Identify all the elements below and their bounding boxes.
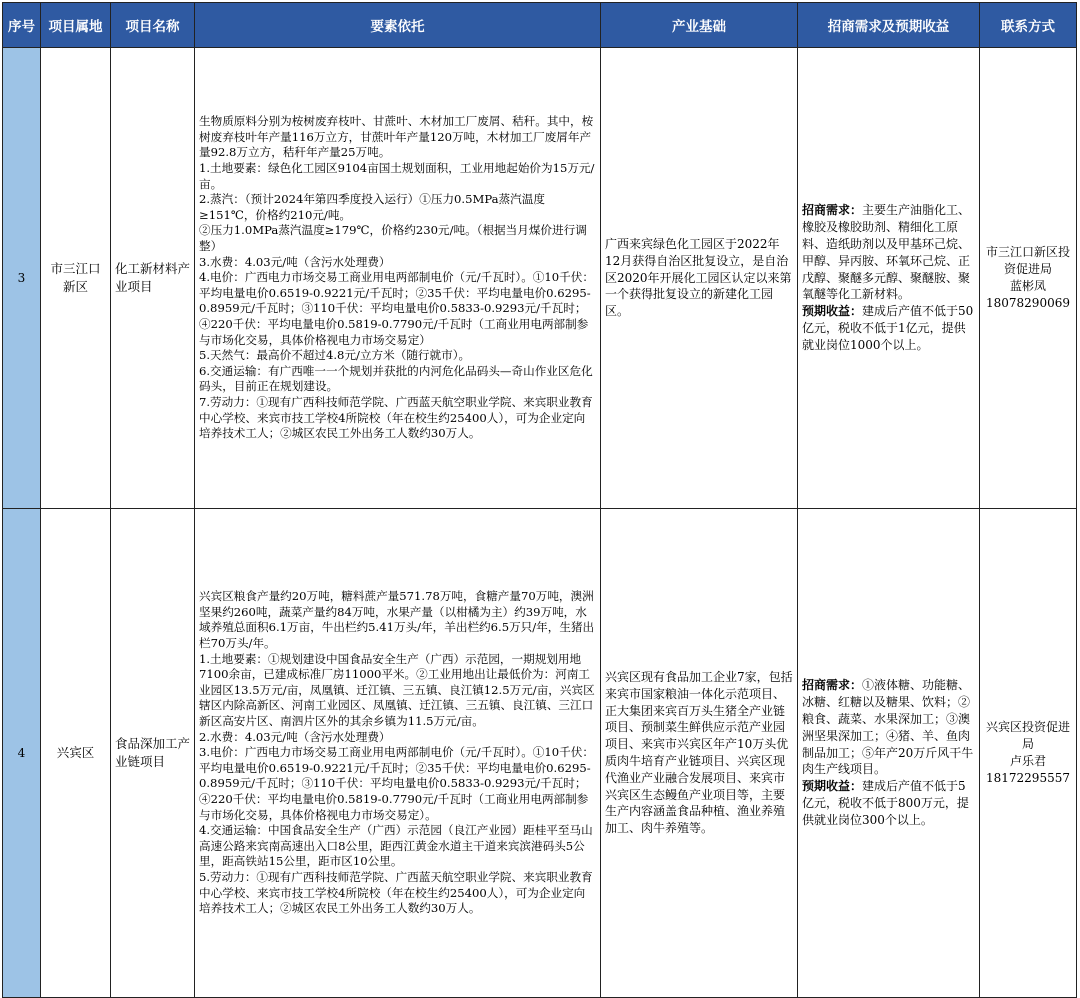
demand-label: 招商需求： [802, 678, 863, 693]
factor-paragraph: 5.劳动力：①现有广西科技师范学院、广西蓝天航空职业学院、来宾职业教育中心学校、来宾市技工学校4所院校（年在校生约25400人），可为企业定向培养技术工人；②城区农民工外出务工人数约30万人。 [199, 869, 593, 916]
header-contact: 联系方式 [980, 3, 1077, 48]
header-industry: 产业基础 [601, 3, 798, 48]
header-seq: 序号 [3, 3, 41, 48]
factor-paragraph: 3.水费：4.03元/吨（含污水处理费） [199, 254, 391, 269]
row-project-name: 食品深加工产业链项目 [111, 509, 195, 998]
demand-text: ①液体糖、功能糖、冰糖、红糖以及糖果、饮料；②粮食、蔬菜、水果深加工；③澳洲坚果深加工；④猪、羊、鱼肉制品加工；⑤年产20万斤风干牛肉生产线项目。 [802, 678, 974, 777]
demand-text: 主要生产油脂化工、橡胶及橡胶助剂、精细化工原料、造纸助剂以及甲基环己烷、甲醇、异丙胺、环氧环己烷、正戊醇、聚醚多元醇、聚醚胺、聚氧醚等化工新材料。 [802, 203, 971, 302]
factor-paragraph: 6.交通运输：有广西唯一一个规划并获批的内河危化品码头—奇山作业区危化码头，目前正在规划建设。 [199, 363, 593, 394]
factor-paragraph: 2.水费：4.03元/吨（含污水处理费） [199, 729, 391, 744]
factor-paragraph: 2.蒸汽：（预计2024年第四季度投入运行）①压力0.5MPa蒸汽温度≥151℃，价格约210元/吨。 [199, 192, 545, 222]
factor-paragraph: 生物质原料分别为桉树废弃枝叶、甘蔗叶、木材加工厂废屑、秸秆。其中，桉树废弃枝叶年产量116万立方，甘蔗叶年产量120万吨，木材加工厂废屑年产量92.8万立方，秸秆年产量25万吨。 [199, 114, 594, 160]
row-contact [980, 48, 1077, 509]
row-factors [195, 48, 601, 509]
contact-person: 卢乐君 [1009, 754, 1046, 768]
contact-person: 蓝彬凤 [1009, 279, 1046, 293]
row-region: 兴宾区 [41, 509, 111, 998]
factor-paragraph: ②压力1.0MPa蒸汽温度≥179℃，价格约230元/吨。（根据当月煤价进行调整） [199, 223, 587, 254]
row-industry: 广西来宾绿色化工园区于2022年12月获得自治区批复设立，是自治区2020年开展化工园区认定以来第一个获得批复设立的新建化工园区。 [601, 48, 798, 509]
header-name: 项目名称 [111, 3, 195, 48]
row-region: 市三江口新区 [41, 48, 111, 509]
demand-label: 招商需求： [802, 203, 863, 218]
revenue-text: 建成后产值不低于5亿元，税收不低于800万元，提供就业岗位300个以上。 [802, 779, 969, 827]
table-header-row [3, 3, 1077, 48]
factor-paragraph: 4.交通运输：中国食品安全生产（广西）示范园（良江产业园）距桂平至马山高速公路来宾南高速出入口8公里，距西江黄金水道主干道来宾滨港码头5公里，距高铁站15公里，距市区10公里。 [199, 823, 593, 869]
table-row [3, 509, 1077, 998]
contact-phone: 18078290069 [986, 296, 1070, 310]
table-row [3, 48, 1077, 509]
row-seq: 3 [3, 48, 41, 509]
revenue-label: 预期收益： [802, 304, 863, 319]
contact-phone: 18172295557 [986, 771, 1070, 785]
factor-paragraph: 1.土地要素：绿色化工园区9104亩国土规划面积，工业用地起始价为15万元/亩。 [199, 161, 595, 191]
row-contact [980, 509, 1077, 998]
row-project-name: 化工新材料产业项目 [111, 48, 195, 509]
row-seq: 4 [3, 509, 41, 998]
row-demand [798, 509, 980, 998]
header-region: 项目属地 [41, 3, 111, 48]
revenue-label: 预期收益： [802, 779, 863, 794]
contact-org: 市三江口新区投资促进局 [985, 245, 1070, 276]
row-demand [798, 48, 980, 509]
factor-paragraph: 1.土地要素：①规划建设中国食品安全生产（广西）示范园，一期规划用地7100余亩，已建成标准厂房11000平米。②工业用地出让最低价为：河南工业园区13.5万元/亩，凤凰镇、迁江镇、三五镇、良江镇12.5万元/亩，兴宾区辖区内除高新区、河南工业园区、凤凰镇、迁江镇、三五镇、良江镇、三江口新区高安片区、南泗片区外的其余乡镇为11.5万元/亩。 [199, 651, 595, 729]
header-demand: 招商需求及预期收益 [798, 3, 980, 48]
row-industry: 兴宾区现有食品加工企业7家，包括来宾市国家粮油一体化示范项目、正大集团来宾百万头生猪全产业链项目、预制菜生鲜供应示范产业园项目、来宾市兴宾区年产10万头优质肉牛培育产业链项目、兴宾区现代渔业产业融合发展项目、来宾市兴宾区生态鳗鱼产业项目等，主要生产内容涵盖食品种植、渔业养殖加工、肉牛养殖等。 [601, 509, 798, 998]
factor-paragraph: 5.天然气：最高价不超过4.8元/立方米（随行就市）。 [199, 348, 471, 363]
header-factors: 要素依托 [195, 3, 601, 48]
row-factors [195, 509, 601, 998]
factor-paragraph: 3.电价：广西电力市场交易工商业用电两部制电价（元/千瓦时）。①10千伏：平均电量电价0.6519-0.9221元/千瓦时；②35千伏：平均电量电价0.6295-0.8959元/千瓦时；③110千伏：平均电量电价0.5833-0.9293元/千瓦时；④220千伏：平均电量电价0.5819-0.7790元/千瓦时（工商业用电两部制参与市场化交易，具体价格视电力市场交易定）。 [199, 745, 594, 822]
project-table [2, 2, 1077, 998]
factor-paragraph: 4.电价：广西电力市场交易工商业用电两部制电价（元/千瓦时）。①10千伏：平均电量电价0.6519-0.9221元/千瓦时；②35千伏：平均电量电价0.6295-0.8959元/千瓦时；③110千伏：平均电量电价0.5833-0.9293元/千瓦时；④220千伏：平均电量电价0.5819-0.7790元/千瓦时（工商业用电两部制参与市场化交易，具体价格视电力市场交易定） [199, 270, 594, 347]
contact-org: 兴宾区投资促进局 [985, 720, 1070, 751]
factor-paragraph: 兴宾区粮食产量约20万吨，糖料蔗产量571.78万吨，食糖产量70万吨，澳洲坚果约260吨，蔬菜产量约84万吨，水果产量（以柑橘为主）约39万吨，水域养殖总面积6.1万亩，牛出栏约5.41万头/年，羊出栏约6.5万只/年，生猪出栏70万头/年。 [199, 589, 595, 651]
factor-paragraph: 7.劳动力：①现有广西科技师范学院、广西蓝天航空职业学院、来宾职业教育中心学校、来宾市技工学校4所院校（年在校生约25400人），可为企业定向培养技术工人；②城区农民工外出务工人数约30万人。 [199, 394, 593, 441]
revenue-text: 建成后产值不低于50亿元，税收不低于1亿元，提供就业岗位1000个以上。 [802, 304, 974, 352]
